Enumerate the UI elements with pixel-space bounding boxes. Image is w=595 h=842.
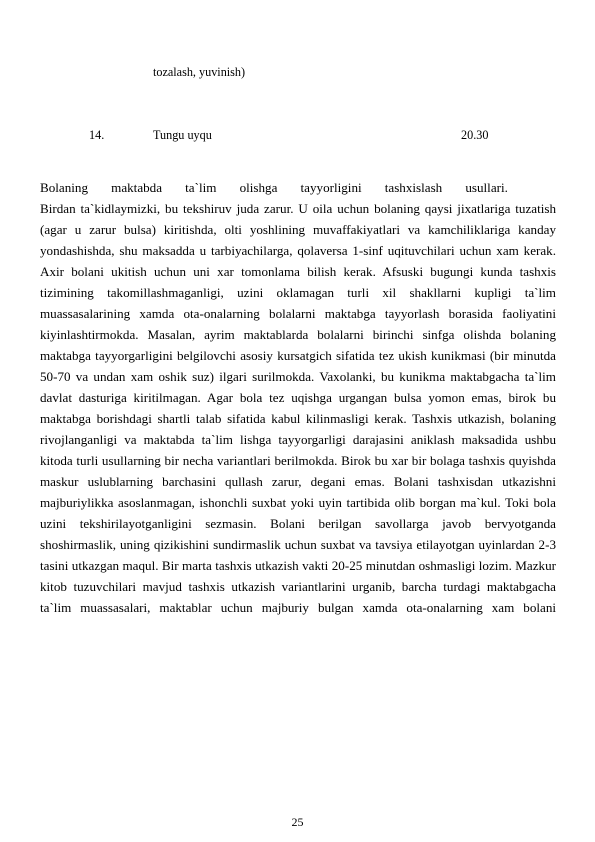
heading-word: Bolaning xyxy=(40,180,89,195)
row-activity: Tungu uyqu xyxy=(153,128,212,142)
heading-word: olishga xyxy=(239,180,278,195)
body-text xyxy=(40,177,556,618)
table-continued-cell: tozalash, yuvinish) xyxy=(153,65,246,79)
heading-word: maktabda xyxy=(111,180,163,195)
body-paragraph: Birdan ta`kidlaymizki, bu tekshiruv juda zarur. U oila uchun bolaning qaysi jixatlariga tuzatish (agar u zarur bulsa) kiritishda, olti yoshlining muvaffakiyatlari va kamchiliklariga kanday yondashishda, shu maksadda u tarbiyachilarga, qolaversa 1-sinf uqituvchilari uchun xam kerak. Axir bolani ukitish uchun uni xar tomonlama bilish kerak. Afsuski bugungi kunda tashxis tizimining takomillashmaganligi, uzini oklamagan turli xil shakllarni kupligi ta`lim muassasalarining xamda ota-onalarning bolalarni maktabga tayyorlash borasida faoliyatini kiyinlashtirmokda. Masalan, ayrim maktablarda bolalarni birinchi sinfga olishda bolaning maktabga tayyorgarligini belgilovchi asosiy kursatgich sifatida tez ukish kunikmasi (bir minutda 50-70 va undan xam oshik suz) ilgari surilmokda. Vaxolanki, bu kunikma maktabgacha ta`lim davlat dasturiga kiritilmagan. Agar bola tez uqishga urgangan bulsa yomon emas, birok bu maktabga borishdagi shartli talab sifatida kabul kilinmasligi kerak. Tashxis utkazish, bolaning rivojlanganligi va maktabda ta`lim lishga tayyorgarligi darajasini aniklash maksadida ushbu kitoda turli usullarning bir necha variantlari berilmokda. Birok bu xar bir bolaga tashxis quyishda maskur uslublarning barchasini qullash zarur, degani emas. Bolani tashxisdan utkazishni majburiylikka asoslanmagan, ishonchli suxbat yoki uyin tartibida olib borgan ma`kul. Toki bola uzini tekshirilayotganligini sezmasin. Bolani berilgan savollarga javob bervyotganda shoshirmaslik, uning qizikishini sundirmaslik uchun suxbat va tavsiya etilayotgan uyinlardan 2-3 tasini utkazgan maqul. Bir marta tashxis utkazish vakti 20-25 minutdan oshmasligi lozim. Mazkur kitob tuzuvchilari mavjud tashxis utkazish variantlarini urganib, barcha turdagi maktabgacha ta`lim muassasalari, maktablar uchun majburiy bulgan xamda ota-onalarning xam bolani xyxy=(40,201,556,615)
table-row xyxy=(0,127,595,143)
row-time: 20.30 xyxy=(461,128,489,142)
heading-word: tayyorligini xyxy=(300,180,362,195)
page-number: 25 xyxy=(291,815,304,829)
row-number: 14. xyxy=(89,128,105,142)
section-heading xyxy=(40,177,508,198)
heading-word: usullari. xyxy=(465,180,508,195)
heading-word: ta`lim xyxy=(185,180,217,195)
heading-word: tashxislash xyxy=(384,180,443,195)
